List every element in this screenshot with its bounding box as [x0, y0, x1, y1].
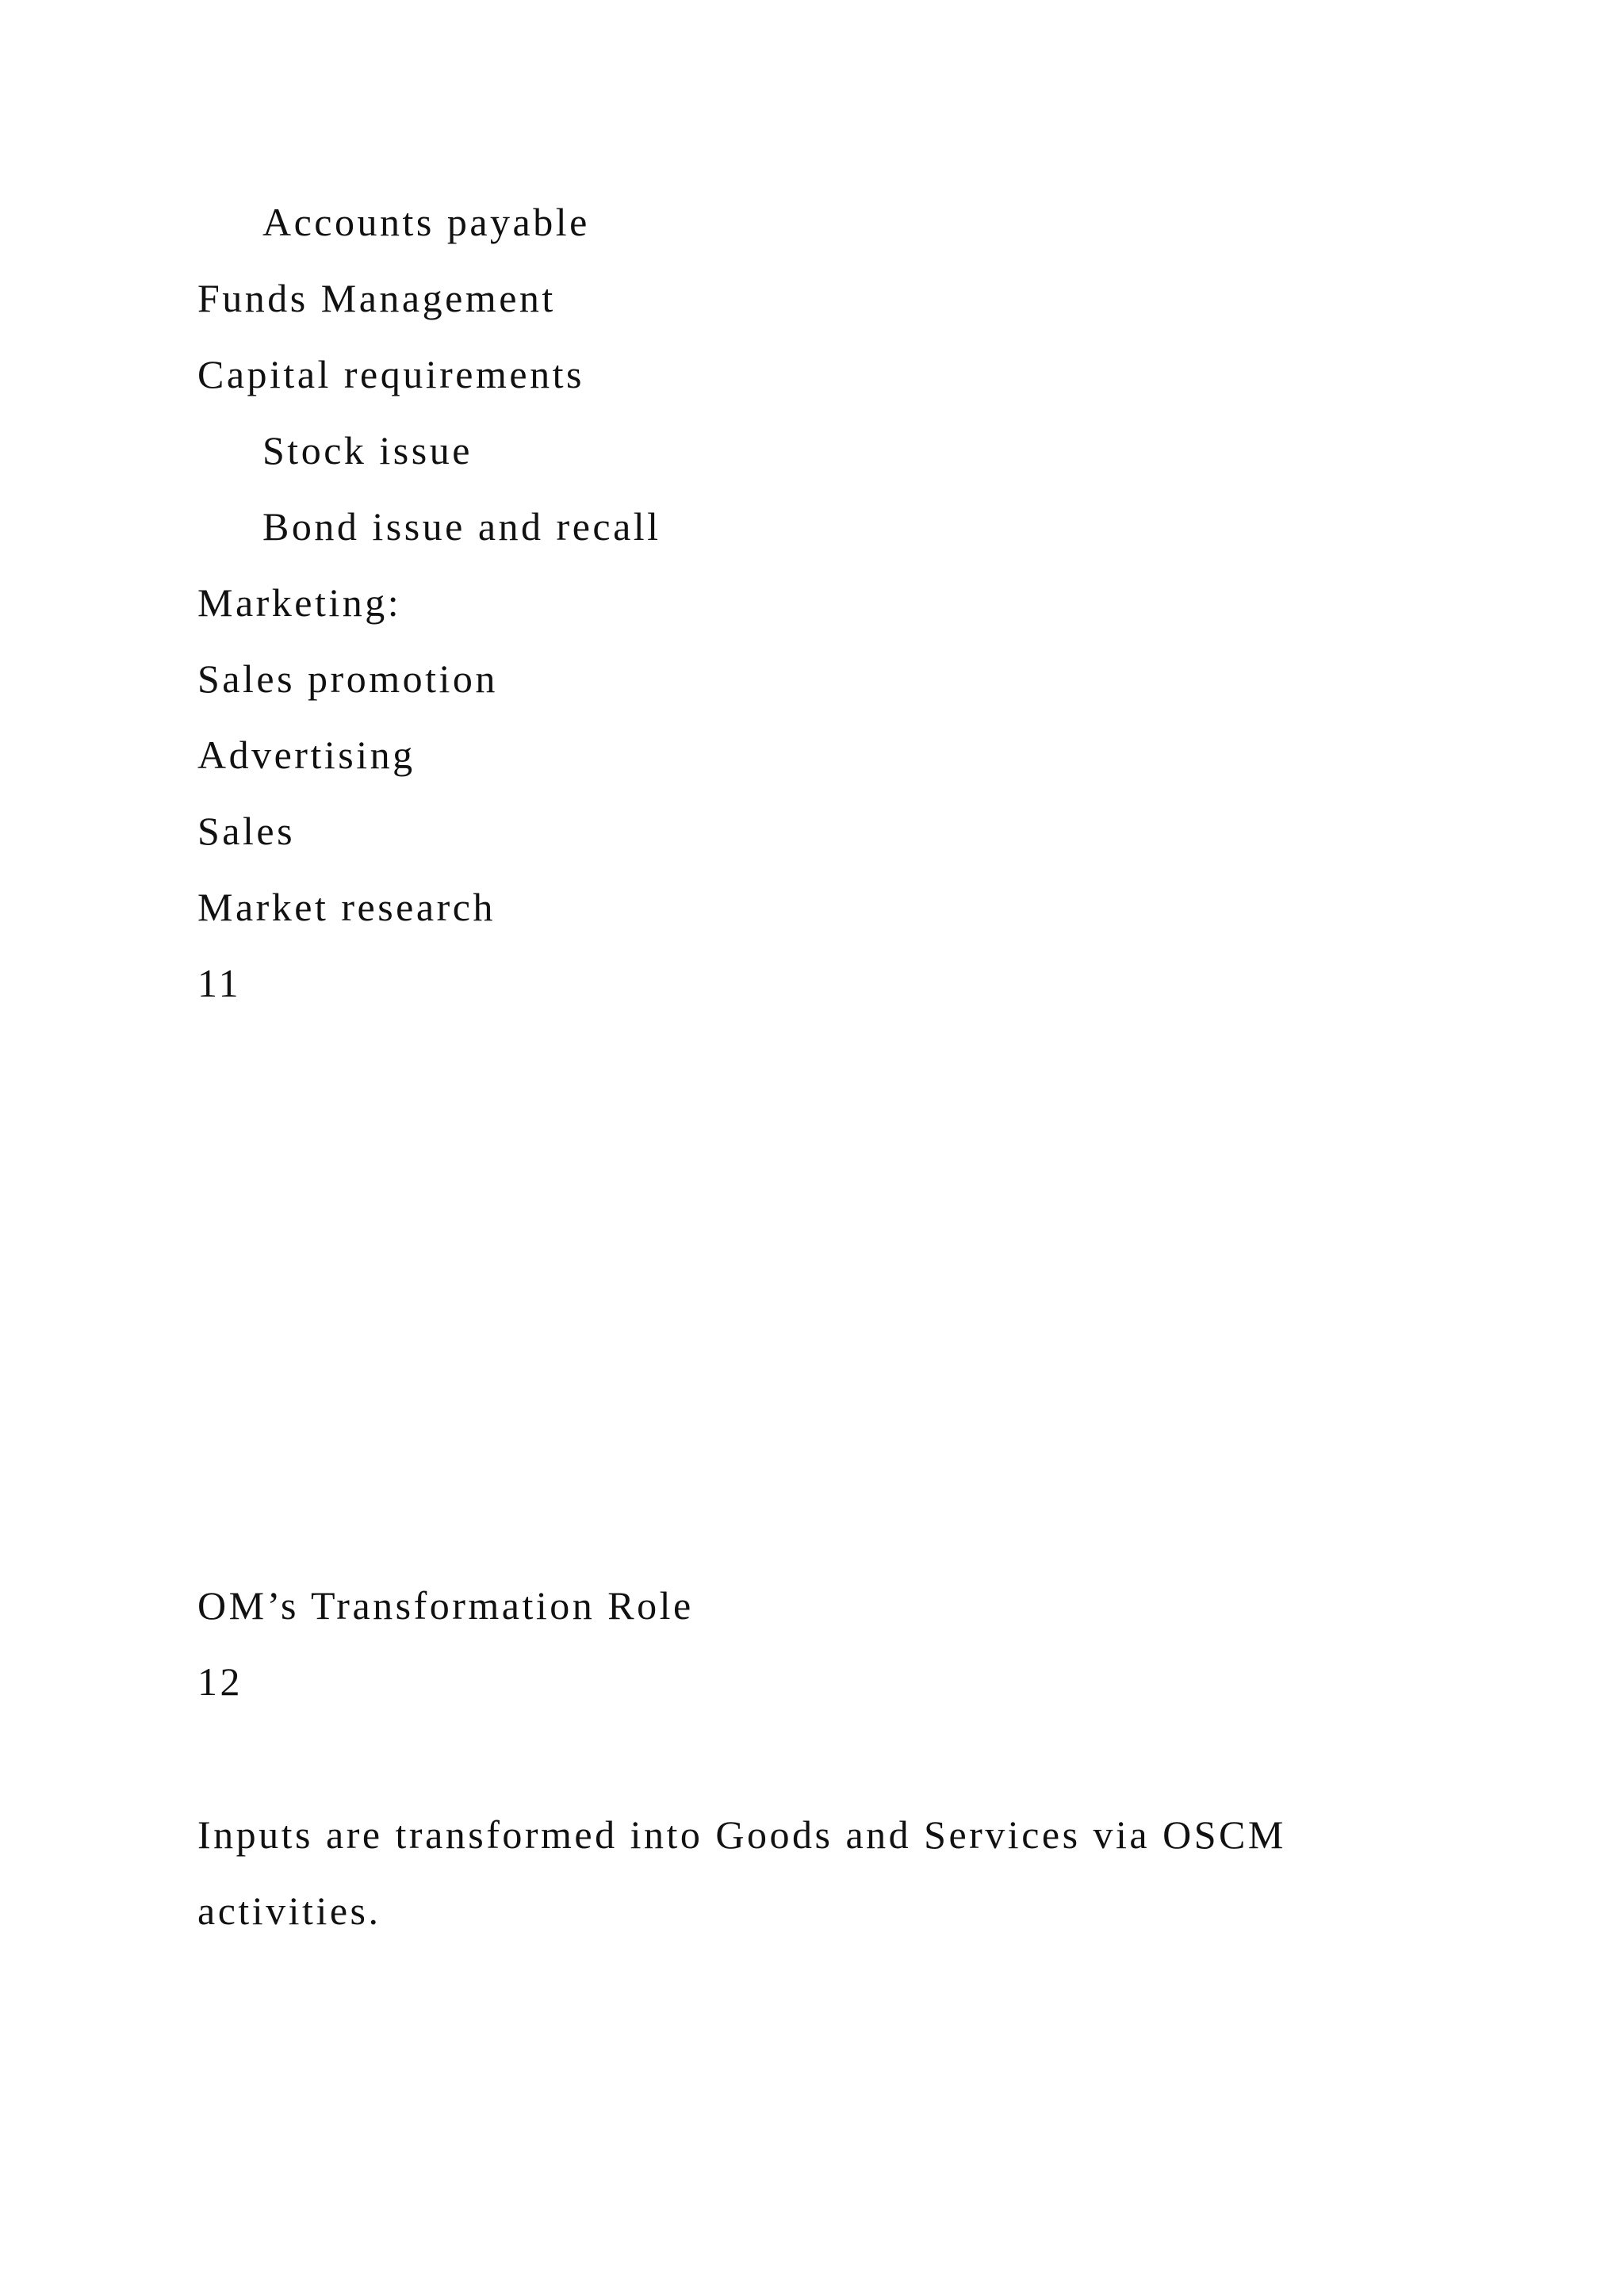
text-line-bond-issue: Bond issue and recall [262, 504, 661, 549]
text-line-stock-issue: Stock issue [262, 428, 473, 473]
text-line-market-research: Market research [197, 885, 496, 929]
text-line-marketing: Marketing: [197, 580, 402, 625]
text-line-capital-requirements: Capital requirements [197, 352, 584, 396]
slide-number-12: 12 [197, 1659, 243, 1704]
slide-number-11: 11 [197, 961, 242, 1005]
text-line-advertising: Advertising [197, 733, 416, 777]
text-line-funds-management: Funds Management [197, 276, 556, 320]
paragraph-line-2: activities. [197, 1888, 381, 1933]
paragraph-line-1: Inputs are transformed into Goods and Services via OSCM [197, 1812, 1286, 1857]
text-line-sales-promotion: Sales promotion [197, 656, 498, 701]
text-line-accounts-payable: Accounts payable [262, 200, 590, 244]
text-line-sales: Sales [197, 809, 296, 853]
section-heading-transformation-role: OM’s Transformation Role [197, 1583, 694, 1628]
